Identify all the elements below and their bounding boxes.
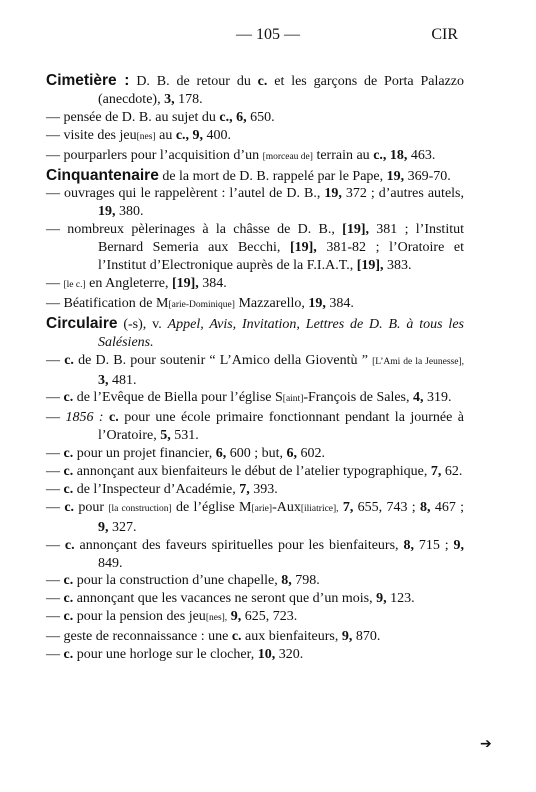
entry-text: 870.	[352, 629, 381, 645]
bold-ref: c.,	[175, 127, 190, 143]
bold-ref: 9,	[376, 591, 387, 607]
entry-text: 384.	[325, 295, 354, 311]
entry-text: 327.	[108, 519, 137, 535]
entry-text: pour	[74, 499, 109, 515]
bold-ref: 4,	[413, 390, 424, 406]
entry-text: 369-70.	[404, 168, 451, 184]
bold-ref: c.	[257, 74, 268, 89]
entry-text: — ouvrages qui le rappelèrent : l’autel de D. B.,	[46, 186, 325, 202]
entry-text: 625, 723.	[241, 609, 298, 625]
index-subentry	[46, 499, 464, 537]
entry-text: —	[46, 609, 64, 625]
editorial-insert: [le c.]	[63, 279, 86, 290]
entry-text: de l’Evêque de Biella pour l’église S	[73, 390, 283, 406]
entry-text: 384.	[198, 275, 227, 291]
editorial-insert: [iliatrice],	[300, 503, 339, 514]
entry-text: —	[46, 481, 64, 497]
italic-text: Appel, Avis, Invitation, Lettres de D. B. à tous les Salésiens.	[98, 316, 464, 350]
bold-ref: c.	[64, 537, 75, 553]
entry-text: — pourparlers pour l’acquisition d’un	[46, 147, 263, 163]
editorial-insert: [morceau de]	[262, 151, 313, 162]
entry-text: 650.	[246, 109, 275, 125]
entry-text: 381-82 ; l’Oratoire et l’Institut d’Electronique auprès de la F.I.A.T.,	[98, 240, 464, 274]
headword: Cimetière :	[46, 72, 130, 89]
entry-text: -François de Sales,	[303, 390, 414, 406]
entry-text: 62.	[441, 464, 463, 480]
entry-text: 655, 743 ;	[353, 499, 421, 515]
entry-text: annonçant aux bienfaiteurs le début de l’atelier typographique,	[73, 464, 431, 480]
index-subentry	[46, 127, 464, 147]
bold-ref: 7,	[342, 499, 354, 515]
index-subentry	[46, 389, 464, 409]
bold-ref: 19,	[386, 168, 405, 184]
bold-ref: 9,	[192, 127, 204, 143]
bold-ref: c.	[63, 591, 74, 607]
index-subentry	[46, 275, 464, 295]
entry-text: 481.	[108, 372, 137, 388]
entry-text: — visite des jeu	[46, 127, 137, 143]
entry-text: 400.	[203, 127, 232, 143]
entry-text: aux bienfaiteurs,	[241, 629, 342, 645]
bold-ref: 10,	[257, 647, 276, 663]
italic-text: 1856 :	[65, 410, 104, 426]
bold-ref: c.,	[373, 147, 387, 163]
entry-text: — pensée de D. B. au sujet du	[46, 109, 220, 125]
entry-text: 798.	[291, 573, 320, 589]
entry-text: —	[46, 410, 66, 426]
entry-text: 602.	[297, 446, 326, 462]
entry-text: 320.	[275, 647, 304, 663]
entry-text: —	[46, 537, 65, 553]
index-subentry	[46, 295, 464, 315]
index-subentry	[46, 147, 464, 167]
index-subentry	[46, 481, 464, 499]
entry-text: et les garçons de Porta Palazzo (anecdote),	[98, 74, 464, 107]
editorial-insert: [L’Ami de la Jeunesse],	[372, 356, 465, 367]
index-subentry	[46, 221, 464, 275]
bold-ref: [19],	[342, 222, 369, 238]
entry-text: 178.	[174, 91, 203, 107]
entry-text: -Aux	[272, 499, 301, 515]
index-subentry	[46, 537, 464, 573]
entry-text: 463.	[407, 147, 436, 163]
bold-ref: 18,	[389, 147, 408, 163]
bold-ref: 6,	[215, 446, 227, 462]
bold-ref: c.	[231, 629, 242, 645]
bold-ref: c.	[63, 446, 74, 462]
editorial-insert: [aint]	[282, 394, 304, 405]
entry-text: — Béatification de M	[46, 295, 169, 311]
bold-ref: 3,	[98, 372, 109, 388]
bold-ref: 9,	[230, 609, 242, 625]
entry-text: annonçant que les vacances ne seront que d’un mois,	[73, 591, 377, 607]
bold-ref: c.	[63, 647, 74, 663]
entry-text: —	[46, 275, 64, 291]
index-headword-entry	[46, 72, 464, 109]
page-header	[0, 26, 536, 46]
index-subentry	[46, 109, 464, 127]
index-entries	[46, 72, 464, 664]
entry-text: de la mort de D. B. rappelé par le Pape,	[158, 168, 387, 184]
entry-text: 123.	[386, 591, 415, 607]
entry-text: pour un projet financier,	[73, 446, 216, 462]
bold-ref: [19],	[171, 275, 199, 291]
bold-ref: 19,	[324, 186, 342, 202]
bold-ref: c.	[109, 410, 119, 426]
entry-text: —	[46, 390, 64, 406]
entry-text: pour une école primaire fonctionnant pendant la journée à l’Oratoire,	[98, 410, 465, 444]
right-arrow-icon: ➔	[480, 736, 492, 752]
bold-ref: 9,	[341, 629, 353, 645]
editorial-insert: [arie-Dominique]	[168, 299, 235, 310]
entry-text: 715 ;	[413, 537, 454, 553]
bold-ref: c.	[63, 481, 74, 497]
bold-ref: 19,	[98, 204, 116, 220]
bold-ref: 6,	[286, 446, 298, 462]
index-subentry	[46, 463, 464, 481]
entry-text: pour une horloge sur le clocher,	[73, 647, 258, 663]
editorial-insert: [nes],	[205, 613, 228, 624]
entry-text: D. B. de retour du	[129, 74, 258, 89]
index-subentry	[46, 185, 464, 221]
entry-text: 393.	[249, 481, 278, 497]
entry-text: de l’Inspecteur d’Académie,	[73, 481, 240, 497]
bold-ref: c.,	[219, 109, 233, 125]
entry-text: annonçant des faveurs spirituelles pour les bienfaiteurs,	[74, 537, 404, 553]
entry-text: 467 ;	[430, 499, 465, 515]
bold-ref: 7,	[239, 481, 250, 497]
bold-ref: 7,	[430, 464, 442, 480]
entry-text: au	[155, 127, 176, 143]
index-subentry	[46, 628, 464, 646]
editorial-insert: [la construction]	[108, 503, 172, 514]
bold-ref: 9,	[453, 537, 465, 553]
entry-text: —	[46, 499, 65, 515]
entry-text: —	[46, 446, 64, 462]
bold-ref: c.	[64, 499, 75, 515]
entry-text: —	[46, 647, 64, 663]
bold-ref: [19],	[289, 240, 317, 256]
headword: Cinquantenaire	[46, 166, 159, 184]
entry-text: Mazzarello,	[234, 295, 309, 311]
headword: Circulaire	[46, 314, 118, 332]
index-subentry	[46, 409, 464, 445]
bold-ref: 6,	[236, 109, 247, 125]
index-subentry	[46, 646, 464, 664]
bold-ref: 8,	[420, 499, 431, 515]
bold-ref: 9,	[98, 519, 109, 535]
entry-text: —	[46, 464, 64, 480]
index-headword-entry	[46, 315, 464, 352]
entry-text: —	[46, 573, 64, 589]
entry-text: 600 ; but,	[226, 446, 287, 462]
index-subentry	[46, 445, 464, 463]
bold-ref: c.	[63, 464, 74, 480]
entry-text: de D. B. pour soutenir “ L’Amico della Gioventù ”	[73, 352, 373, 368]
index-subentry	[46, 352, 464, 390]
bold-ref: 8,	[403, 537, 414, 553]
entry-text: 531.	[170, 428, 199, 444]
entry-text: — geste de reconnaissance : une	[46, 629, 232, 645]
index-subentry	[46, 608, 464, 628]
page-number: — 105 —	[236, 26, 300, 43]
entry-text: 849.	[98, 555, 123, 571]
bold-ref: 19,	[308, 295, 326, 311]
entry-text: pour la pension des jeu	[73, 609, 206, 625]
entry-text: 381 ; l’Institut Bernard Semeria aux Becchi,	[98, 222, 464, 256]
bold-ref: [19],	[356, 258, 384, 274]
index-subentry	[46, 590, 464, 608]
editorial-insert: [arie]	[251, 503, 273, 514]
running-head: CIR	[431, 26, 458, 43]
entry-text: terrain au	[312, 147, 374, 163]
bold-ref: 8,	[281, 573, 292, 589]
bold-ref: c.	[64, 352, 74, 368]
bold-ref: 3,	[164, 91, 175, 107]
bold-ref: c.	[63, 390, 74, 406]
bold-ref: 5,	[160, 428, 171, 444]
entry-text: — nombreux pèlerinages à la châsse de D. B.,	[46, 222, 343, 238]
entry-text: de l’église M	[171, 499, 252, 515]
entry-text: pour la construction d’une chapelle,	[73, 573, 282, 589]
entry-text: 372 ; d’autres autels,	[341, 186, 464, 202]
bold-ref: c.	[63, 609, 74, 625]
index-headword-entry	[46, 167, 464, 186]
entry-text: 383.	[383, 258, 412, 274]
entry-text: 380.	[115, 204, 144, 220]
entry-text: en Angleterre,	[85, 275, 172, 291]
index-subentry	[46, 572, 464, 590]
editorial-insert: [nes]	[136, 131, 156, 142]
bold-ref: c.	[63, 573, 74, 589]
entry-text: (-s), v.	[117, 316, 168, 332]
entry-text: —	[46, 352, 65, 368]
entry-text: —	[46, 591, 64, 607]
entry-text: 319.	[423, 390, 452, 406]
